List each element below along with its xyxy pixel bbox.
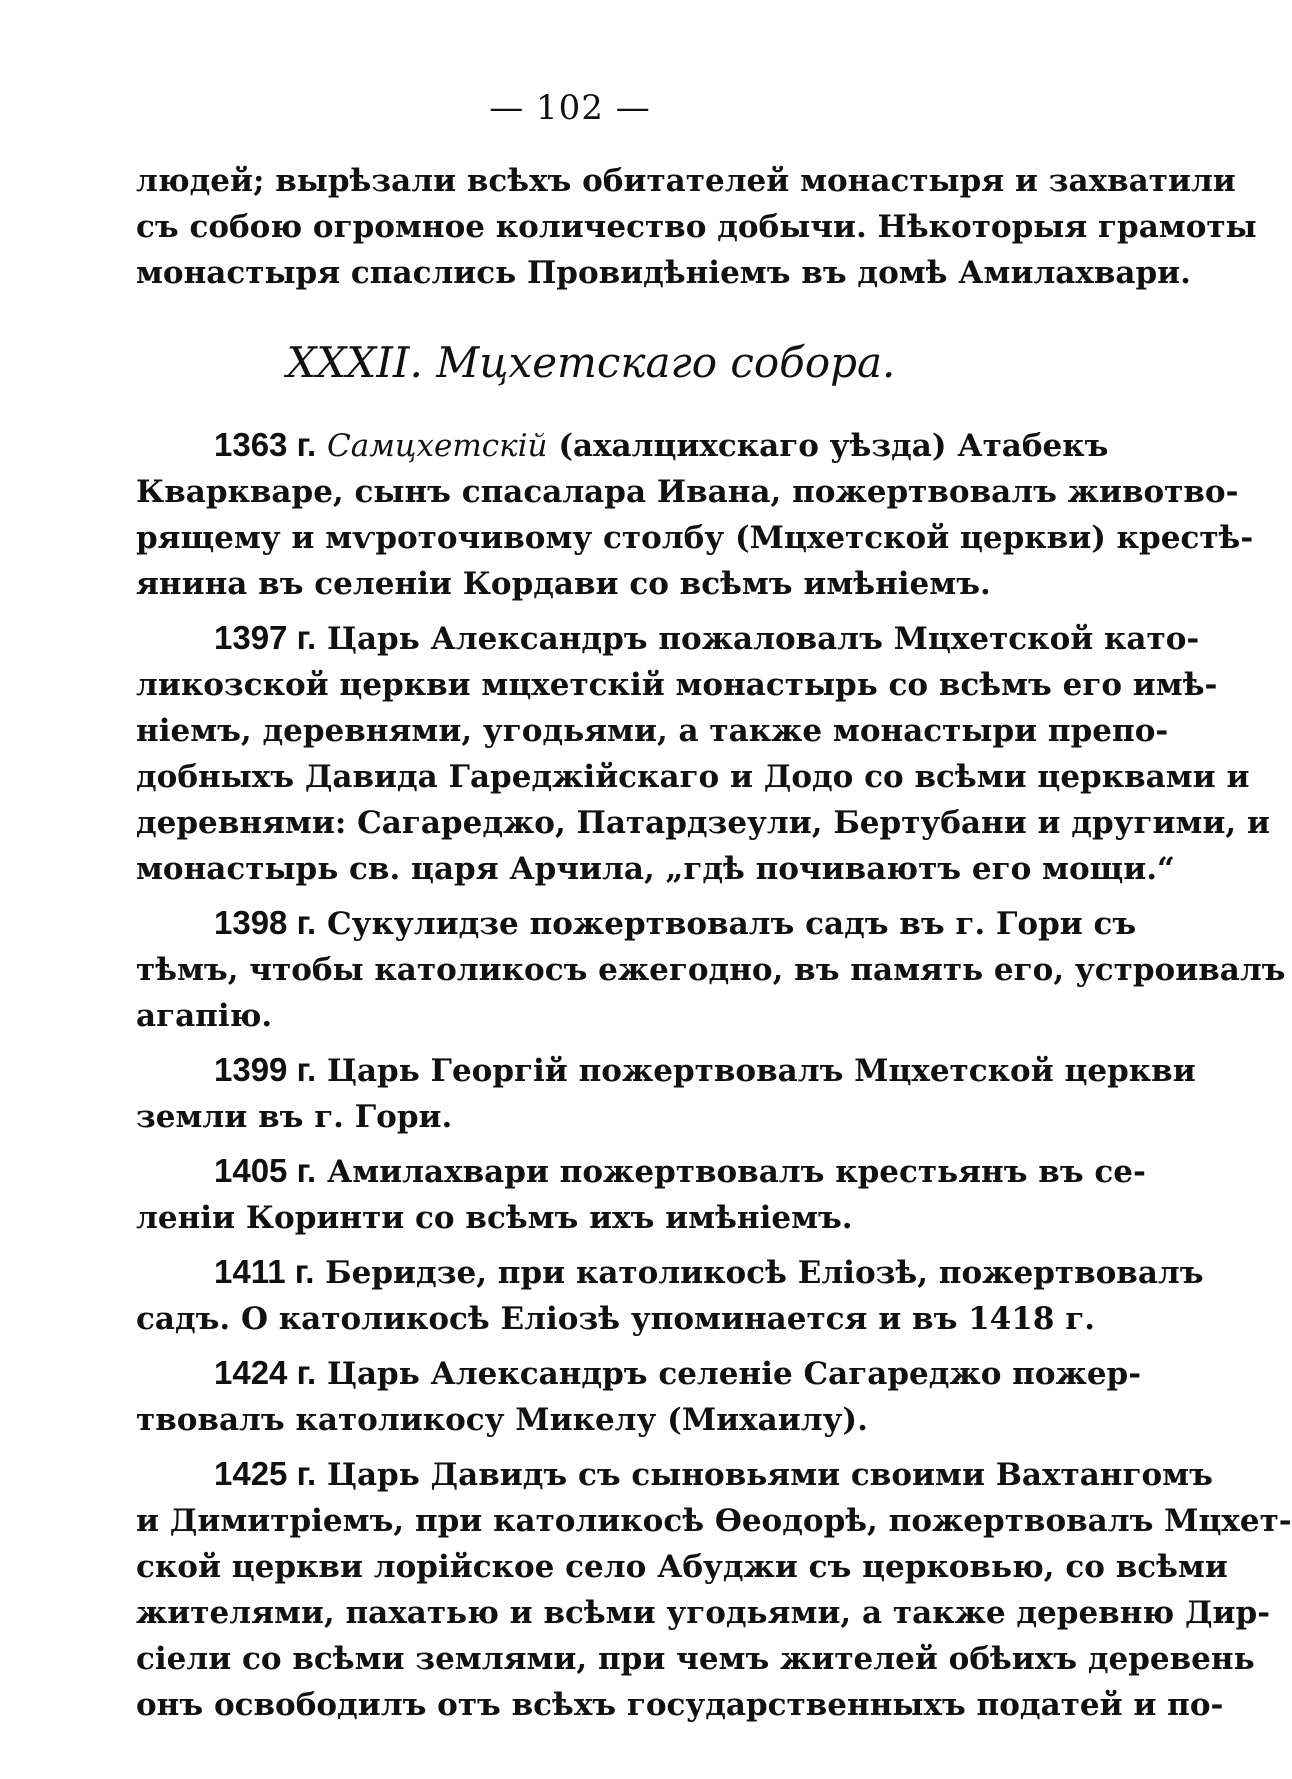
entry-first-text: Царь Давидъ съ сыновьями своими Вахтангомъ bbox=[327, 1457, 1213, 1493]
entry-year: 1363 г. bbox=[214, 426, 317, 463]
entry-first-text: Царь Александръ селеніе Сагареджо пожер- bbox=[327, 1356, 1142, 1392]
body-line: садъ. О католикосѣ Еліозѣ упоминается и въ 1418 г. bbox=[136, 1301, 1096, 1337]
body-line: твовалъ католикосу Микелу (Михаилу). bbox=[136, 1402, 868, 1438]
body-line: леніи Коринти со всѣмъ ихъ имѣніемъ. bbox=[136, 1200, 853, 1236]
entry-1411 bbox=[136, 1249, 1204, 1342]
body-line: ніемъ, деревнями, угодьями, а также монастыри препо- bbox=[136, 713, 1169, 749]
entry-first-line bbox=[136, 1451, 1213, 1498]
body-text bbox=[136, 158, 1292, 1728]
section-heading: XXXII. Мцхетскаго собора. bbox=[286, 338, 896, 387]
body-line: ской церкви лорійское село Абуджи съ церковью, со всѣми bbox=[136, 1549, 1228, 1585]
body-line: ликозской церкви мцхетскій монастырь со всѣмъ его имѣ- bbox=[136, 667, 1218, 703]
entry-year: 1405 г. bbox=[214, 1152, 317, 1189]
body-line: добныхъ Давида Гареджійскаго и Додо со всѣми церквами и bbox=[136, 759, 1250, 795]
page-number: — 102 — bbox=[489, 88, 651, 128]
entry-first-text: Амилахвари пожертвовалъ крестьянъ въ се- bbox=[327, 1154, 1146, 1190]
body-line: агапію. bbox=[136, 998, 273, 1034]
entry-first-line bbox=[136, 422, 1109, 469]
body-line: янина въ селеніи Кордави со всѣмъ имѣніемъ. bbox=[136, 566, 991, 602]
body-line: рящему и мѵроточивому столбу (Мцхетской церкви) крестѣ- bbox=[136, 520, 1254, 556]
entry-1424 bbox=[136, 1350, 1142, 1443]
entry-first-line bbox=[136, 1148, 1146, 1195]
entry-year: 1397 г. bbox=[214, 619, 317, 656]
entry-1363 bbox=[136, 422, 1254, 607]
entry-1425 bbox=[136, 1451, 1292, 1728]
entry-first-text: Царь Александръ пожаловалъ Мцхетской като- bbox=[327, 621, 1200, 657]
entry-1397 bbox=[136, 615, 1270, 892]
entry-first-line bbox=[136, 1350, 1142, 1397]
entry-first-text: Царь Георгій пожертвовалъ Мцхетской церкви bbox=[327, 1053, 1196, 1089]
entry-first-text: (ахалцихскаго уѣзда) Атабекъ bbox=[558, 428, 1109, 464]
body-line: онъ освободилъ отъ всѣхъ государственныхъ податей и по- bbox=[136, 1687, 1224, 1723]
body-line: монастырь св. царя Арчила, „гдѣ почиваютъ его мощи.“ bbox=[136, 851, 1175, 887]
body-line: людей; вырѣзали всѣхъ обитателей монастыря и захватили bbox=[136, 163, 1236, 199]
body-line: деревнями: Сагареджо, Патардзеули, Бертубани и другими, и bbox=[136, 805, 1270, 841]
entry-italic-word: Самцхетскій bbox=[327, 428, 548, 464]
entry-1405 bbox=[136, 1148, 1146, 1241]
entry-year: 1411 г. bbox=[214, 1253, 315, 1290]
body-line: тѣмъ, чтобы католикосъ ежегодно, въ память его, устроивалъ bbox=[136, 952, 1286, 988]
entry-year: 1398 г. bbox=[214, 904, 317, 941]
body-line: монастыря спаслись Провидѣніемъ въ домѣ Амилахвари. bbox=[136, 255, 1191, 291]
entry-year: 1425 г. bbox=[214, 1455, 317, 1492]
entry-1399 bbox=[136, 1047, 1196, 1140]
entry-year: 1399 г. bbox=[214, 1051, 317, 1088]
entry-first-line bbox=[136, 1249, 1204, 1296]
entry-first-line bbox=[136, 900, 1137, 947]
body-line: земли въ г. Гори. bbox=[136, 1099, 453, 1135]
entry-first-line bbox=[136, 615, 1200, 662]
entry-1398 bbox=[136, 900, 1286, 1039]
entry-first-text: Беридзе, при католикосѣ Еліозѣ, пожертвовалъ bbox=[325, 1255, 1204, 1291]
body-line: Кваркваре, сынъ спасалара Ивана, пожертвовалъ животво- bbox=[136, 474, 1239, 510]
entry-year: 1424 г. bbox=[214, 1354, 317, 1391]
body-line: и Димитріемъ, при католикосѣ Ѳеодорѣ, пожертвовалъ Мцхет- bbox=[136, 1503, 1292, 1539]
body-line: сіели со всѣми землями, при чемъ жителей обѣихъ деревень bbox=[136, 1641, 1255, 1677]
body-line: жителями, пахатью и всѣми угодьями, а также деревню Дир- bbox=[136, 1595, 1271, 1631]
body-line: съ собою огромное количество добычи. Нѣкоторыя грамоты bbox=[136, 209, 1257, 245]
entry-first-text: Сукулидзе пожертвовалъ садъ въ г. Гори съ bbox=[327, 906, 1137, 942]
entry-first-line bbox=[136, 1047, 1196, 1094]
